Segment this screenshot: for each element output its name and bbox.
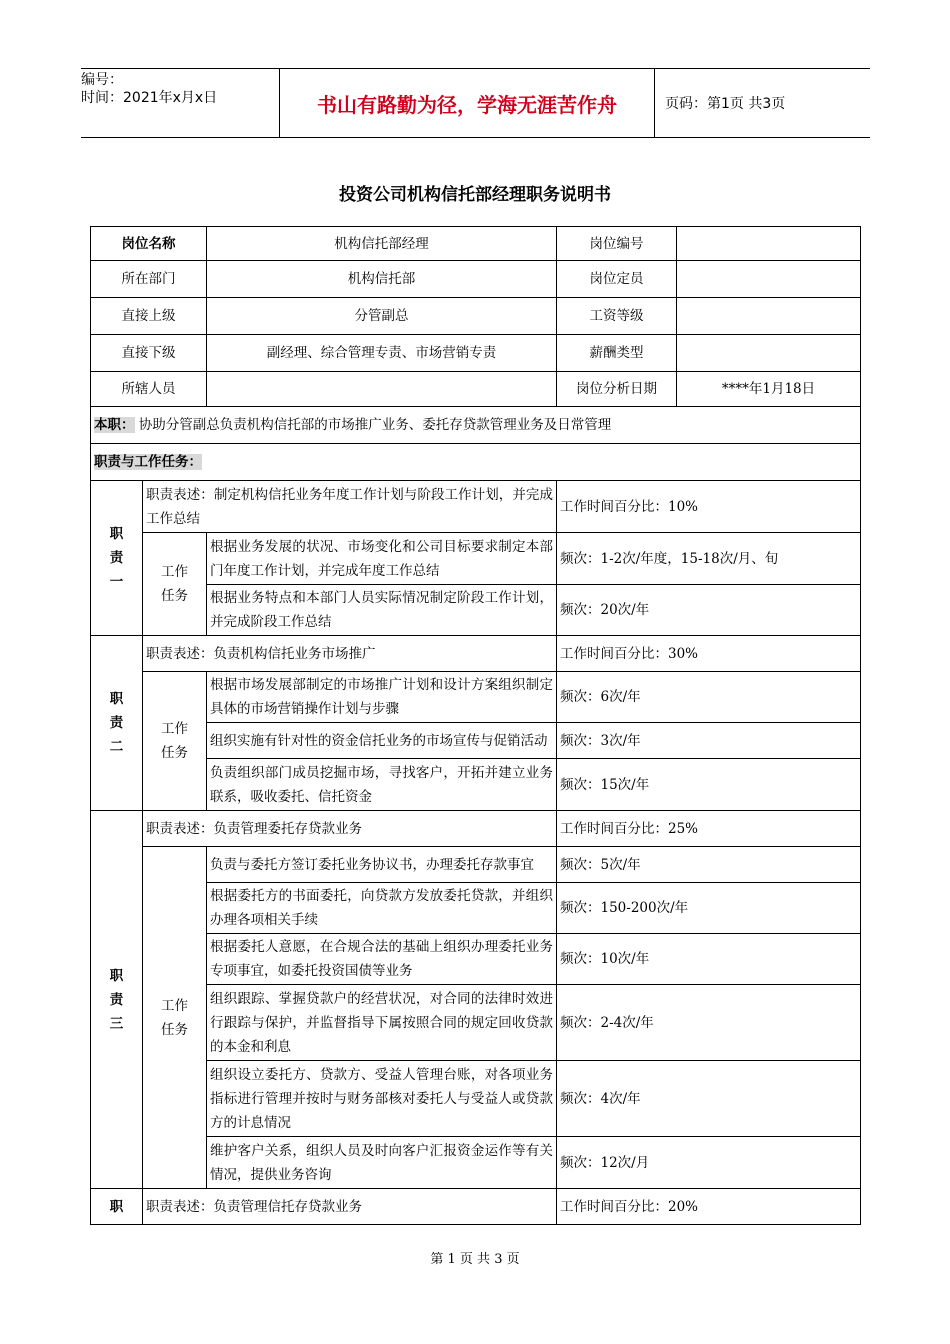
duty4-description: 职责表述：负责管理信托存贷款业务 xyxy=(143,1189,557,1225)
duty2-task-2: 组织实施有针对性的资金信托业务的市场宣传与促销活动 xyxy=(207,723,557,759)
duty3-task-4-frequency: 频次：2-4次/年 xyxy=(557,985,861,1061)
info-row-position xyxy=(91,227,861,261)
duty3-description: 职责表述：负责管理委托存贷款业务 xyxy=(143,811,557,847)
duty3-task-1: 负责与委托方签订委托业务协议书，办理委托存款事宜 xyxy=(207,847,557,883)
duty3-task-3-frequency: 频次：10次/年 xyxy=(557,934,861,985)
duty1-description: 职责表述：制定机构信托业务年度工作计划与阶段工作计划，并完成工作总结 xyxy=(143,481,557,533)
duty3-task-row xyxy=(91,883,861,934)
duty3-time-percent: 工作时间百分比：25% xyxy=(557,811,861,847)
duty2-task-2-frequency: 频次：3次/年 xyxy=(557,723,861,759)
duty3-label: 职 责 三 xyxy=(91,811,143,1189)
duty4-time-percent: 工作时间百分比：20% xyxy=(557,1189,861,1225)
duty1-time-percent: 工作时间百分比：10% xyxy=(557,481,861,533)
duty3-task-4: 组织跟踪、掌握贷款户的经营状况，对合同的法律时效进行跟踪与保护，并监督指导下属按照合同的规定回收贷款的本金和利息 xyxy=(207,985,557,1061)
duty2-desc-row xyxy=(91,636,861,672)
info-row-staff xyxy=(91,372,861,407)
duty2-label: 职 责 二 xyxy=(91,636,143,811)
value-subordinates: 副经理、综合管理专责、市场营销专责 xyxy=(207,335,557,372)
duty2-description: 职责表述：负责机构信托业务市场推广 xyxy=(143,636,557,672)
duty1-task-row xyxy=(91,585,861,636)
value-superior: 分管副总 xyxy=(207,298,557,335)
value-position-code xyxy=(677,227,861,261)
duty3-task-2-frequency: 频次：150-200次/年 xyxy=(557,883,861,934)
duty3-task-5-frequency: 频次：4次/年 xyxy=(557,1061,861,1137)
duty2-time-percent: 工作时间百分比：30% xyxy=(557,636,861,672)
info-row-superior xyxy=(91,298,861,335)
duty4-desc-row xyxy=(91,1189,861,1225)
document-number: 编号： xyxy=(81,72,123,88)
duty3-task-2: 根据委托方的书面委托，向贷款方发放委托贷款，并组织办理各项相关手续 xyxy=(207,883,557,934)
document-title: 投资公司机构信托部经理职务说明书 xyxy=(339,185,611,205)
duty2-task-1-frequency: 频次：6次/年 xyxy=(557,672,861,723)
duties-heading: 职责与工作任务： xyxy=(94,454,202,470)
main-duty-text: 协助分管副总负责机构信托部的市场推广业务、委托存贷款管理业务及日常管理 xyxy=(138,417,612,433)
info-row-subordinates xyxy=(91,335,861,372)
duty1-task-row xyxy=(91,533,861,585)
page-footer: 第 1 页 共 3 页 xyxy=(430,1252,520,1267)
value-pay-type xyxy=(677,335,861,372)
duty1-task-2: 根据业务特点和本部门人员实际情况制定阶段工作计划，并完成阶段工作总结 xyxy=(207,585,557,636)
label-salary-grade: 工资等级 xyxy=(557,298,677,335)
header-motto: 书山有路勤为径，学海无涯苦作舟 xyxy=(279,69,655,137)
duty3-task-label: 工作 任务 xyxy=(143,847,207,1189)
duty2-task-3: 负责组织部门成员挖掘市场，寻找客户，开拓并建立业务联系，吸收委托、信托资金 xyxy=(207,759,557,811)
label-position-name: 岗位名称 xyxy=(91,227,207,261)
label-staff: 所辖人员 xyxy=(91,372,207,407)
duty1-task-1-frequency: 频次：1-2次/年度，15-18次/月、旬 xyxy=(557,533,861,585)
label-pay-type: 薪酬类型 xyxy=(557,335,677,372)
label-headcount: 岗位定员 xyxy=(557,261,677,298)
value-staff xyxy=(207,372,557,407)
main-duty-row xyxy=(91,407,861,444)
duties-heading-row xyxy=(91,444,861,481)
label-department: 所在部门 xyxy=(91,261,207,298)
value-salary-grade xyxy=(677,298,861,335)
duty1-desc-row xyxy=(91,481,861,533)
value-headcount xyxy=(677,261,861,298)
job-description-table xyxy=(90,226,861,1225)
label-subordinates: 直接下级 xyxy=(91,335,207,372)
duty2-task-1: 根据市场发展部制定的市场推广计划和设计方案组织制定具体的市场营销操作计划与步骤 xyxy=(207,672,557,723)
page-header xyxy=(81,68,870,138)
duty2-task-row xyxy=(91,759,861,811)
duty2-task-label: 工作 任务 xyxy=(143,672,207,811)
duty1-task-label: 工作 任务 xyxy=(143,533,207,636)
duty3-task-3: 根据委托人意愿，在合规合法的基础上组织办理委托业务专项事宜，如委托投资国债等业务 xyxy=(207,934,557,985)
value-department: 机构信托部 xyxy=(207,261,557,298)
label-analysis-date: 岗位分析日期 xyxy=(557,372,677,407)
duty1-task-2-frequency: 频次：20次/年 xyxy=(557,585,861,636)
duty4-label: 职 xyxy=(91,1189,143,1225)
duty1-task-1: 根据业务发展的状况、市场变化和公司目标要求制定本部门年度工作计划，并完成年度工作总结 xyxy=(207,533,557,585)
duty2-task-row xyxy=(91,672,861,723)
duty2-task-3-frequency: 频次：15次/年 xyxy=(557,759,861,811)
duty2-task-row xyxy=(91,723,861,759)
duty3-task-6: 维护客户关系，组织人员及时向客户汇报资金运作等有关情况，提供业务咨询 xyxy=(207,1137,557,1189)
info-row-department xyxy=(91,261,861,298)
main-duty-label: 本职： xyxy=(94,417,135,433)
header-meta xyxy=(81,69,279,137)
value-analysis-date: ****年1月18日 xyxy=(677,372,861,407)
duty3-task-5: 组织设立委托方、贷款方、受益人管理台账，对各项业务指标进行管理并按时与财务部核对委托人与受益人或贷款方的计息情况 xyxy=(207,1061,557,1137)
header-page-info: 页码：第1页 共3页 xyxy=(665,96,786,112)
duty3-desc-row xyxy=(91,811,861,847)
duty1-label: 职 责 一 xyxy=(91,481,143,636)
duty3-task-6-frequency: 频次：12次/月 xyxy=(557,1137,861,1189)
document-date: 时间：2021年x月x日 xyxy=(81,90,218,106)
main-duty-cell xyxy=(91,407,861,444)
duty3-task-row xyxy=(91,1137,861,1189)
duties-heading-cell xyxy=(91,444,861,481)
value-position-name: 机构信托部经理 xyxy=(207,227,557,261)
duty3-task-1-frequency: 频次：5次/年 xyxy=(557,847,861,883)
duty3-task-row xyxy=(91,847,861,883)
label-superior: 直接上级 xyxy=(91,298,207,335)
duty3-task-row xyxy=(91,985,861,1061)
duty3-task-row xyxy=(91,934,861,985)
duty3-task-row xyxy=(91,1061,861,1137)
label-position-code: 岗位编号 xyxy=(557,227,677,261)
